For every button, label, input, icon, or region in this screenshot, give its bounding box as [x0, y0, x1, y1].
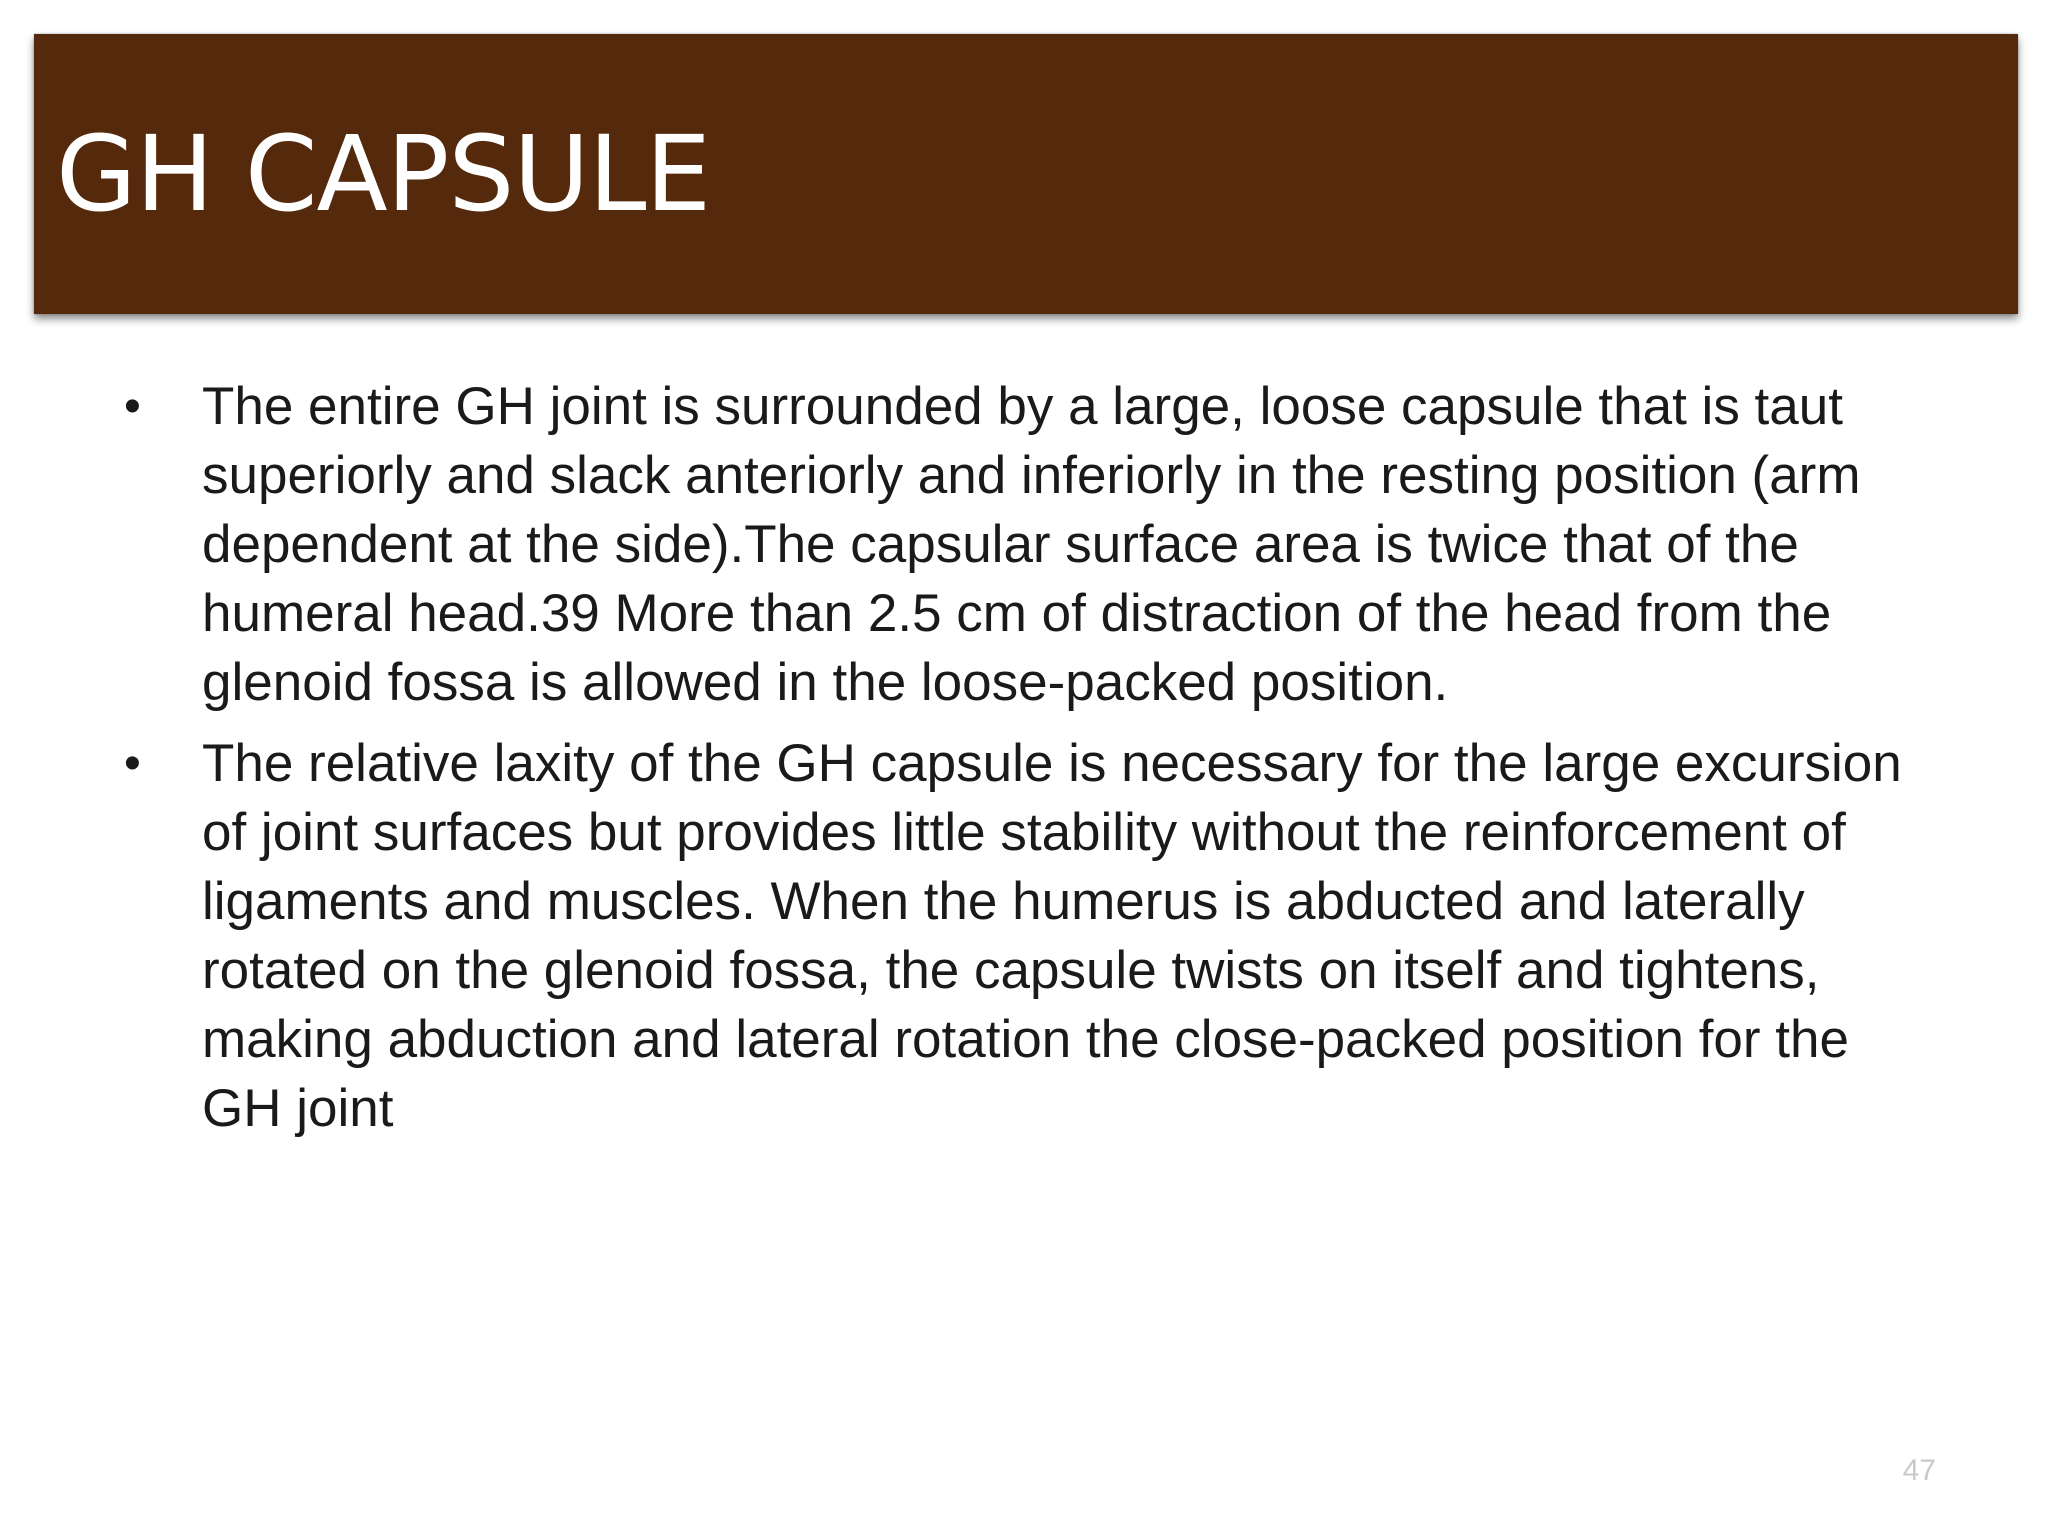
- bullet-text: The entire GH joint is surrounded by a large, loose capsule that is taut superiorly and slack anteriorly and inferiorly in the resting position (arm dependent at the side).The capsular surface area is twice that of the humeral head.39 More than 2.5 cm of distraction of the head from the glenoid fossa is allowed in the loose-packed position.: [202, 377, 1861, 712]
- bullet-text: The relative laxity of the GH capsule is necessary for the large excursion of joint surfaces but provides little stability without the reinforcement of ligaments and muscles. When the humerus is abducted and laterally rotated on the glenoid fossa, the capsule twists on itself and tightens, making abduction and lateral rotation the close-packed position for the GH joint: [202, 734, 1902, 1138]
- title-bar: [34, 34, 2018, 314]
- bullet-item: [120, 372, 1940, 717]
- page-number: 47: [1902, 1454, 1936, 1487]
- bullet-item: [120, 729, 1940, 1143]
- bullet-dot-icon: •: [124, 737, 141, 790]
- bullet-list: [120, 372, 1940, 1155]
- bullet-dot-icon: •: [124, 380, 141, 433]
- slide-title: GH CAPSULE: [56, 113, 711, 235]
